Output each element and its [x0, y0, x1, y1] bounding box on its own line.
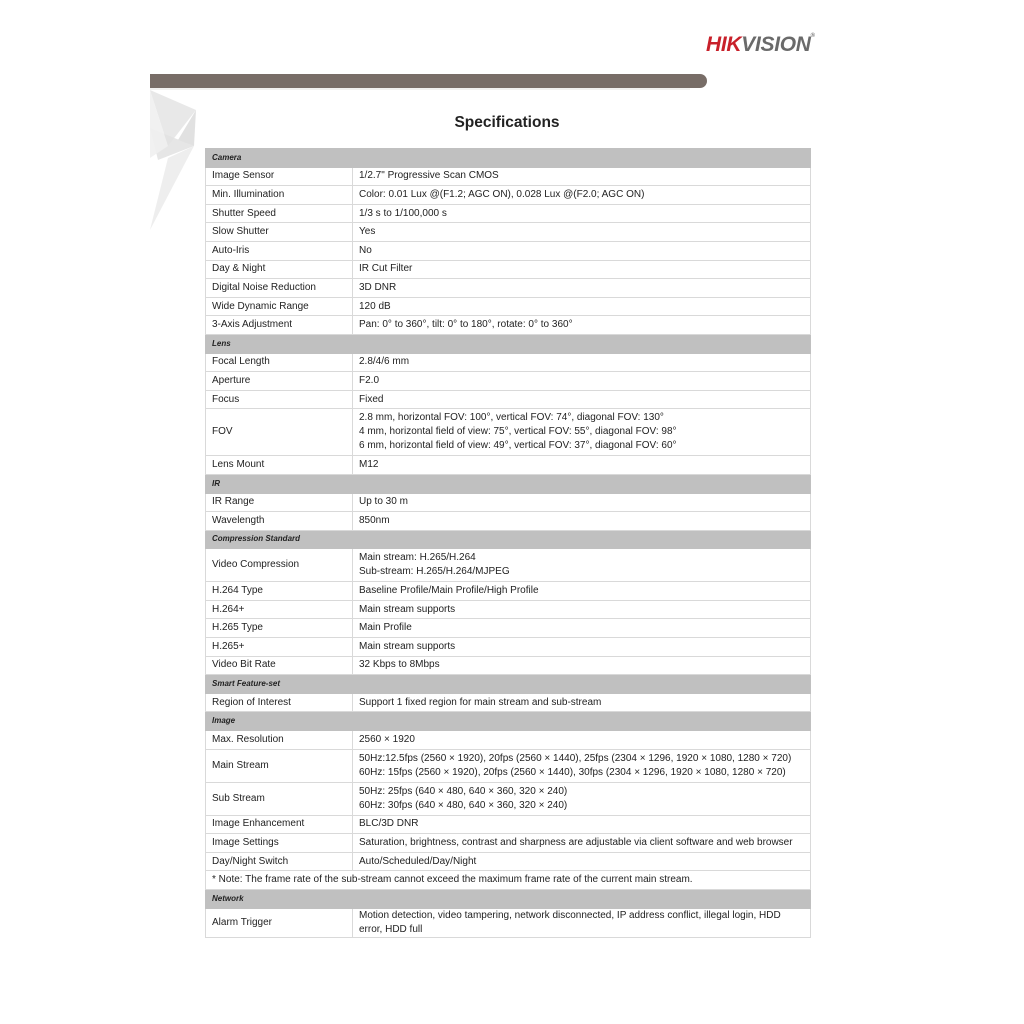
- spec-value-line: BLC/3D DNR: [359, 818, 419, 830]
- spec-value: [353, 493, 811, 512]
- spec-value-line: 60Hz: 15fps (2560 × 1920), 20fps (2560 × 1440), 30fps (2304 × 1296, 1920 × 1080, 1280 × 720): [359, 766, 786, 778]
- section-title: Lens: [206, 334, 811, 353]
- spec-value: [353, 549, 811, 582]
- spec-label: Focal Length: [206, 353, 353, 372]
- section-header-image: [206, 712, 811, 731]
- spec-label: Auto-Iris: [206, 241, 353, 260]
- spec-row-focal-length: [206, 353, 811, 372]
- spec-value-line: Saturation, brightness, contrast and sharpness are adjustable via client software and web browser: [359, 837, 793, 849]
- spec-value-line: Motion detection, video tampering, network disconnected, IP address conflict, illegal login, HDD error, HDD full: [359, 909, 781, 935]
- spec-label: FOV: [206, 409, 353, 456]
- spec-row-focus: [206, 390, 811, 409]
- spec-row-min-illumination: [206, 186, 811, 205]
- spec-row-h-265: [206, 638, 811, 657]
- spec-label: Image Settings: [206, 834, 353, 853]
- spec-value-line: 50Hz:12.5fps (2560 × 1920), 20fps (2560 × 1440), 25fps (2304 × 1296, 1920 × 1080, 1280 × 720): [359, 752, 792, 764]
- spec-value: [353, 582, 811, 601]
- spec-row-alarm-trigger: [206, 908, 811, 937]
- spec-label: Wide Dynamic Range: [206, 297, 353, 316]
- spec-row-3-axis-adjustment: [206, 316, 811, 335]
- decorative-triangles: [148, 88, 208, 233]
- spec-label: Aperture: [206, 372, 353, 391]
- spec-row-image-enhancement: [206, 815, 811, 834]
- spec-label: Day & Night: [206, 260, 353, 279]
- spec-value-line: Baseline Profile/Main Profile/High Profile: [359, 585, 539, 597]
- spec-value-line: 2.8/4/6 mm: [359, 356, 410, 368]
- spec-value: [353, 167, 811, 186]
- spec-label: Day/Night Switch: [206, 852, 353, 871]
- spec-value-line: Sub-stream: H.265/H.264/MJPEG: [359, 566, 510, 578]
- spec-value-line: 120 dB: [359, 300, 391, 312]
- spec-value-line: Pan: 0° to 360°, tilt: 0° to 180°, rotate: 0° to 360°: [359, 319, 573, 331]
- spec-value-line: Up to 30 m: [359, 496, 408, 508]
- spec-value: [353, 409, 811, 456]
- spec-value-line: M12: [359, 459, 379, 471]
- spec-value: [353, 619, 811, 638]
- spec-row-max-resolution: [206, 731, 811, 750]
- spec-value: [353, 512, 811, 531]
- spec-value-line: 32 Kbps to 8Mbps: [359, 659, 440, 671]
- spec-value: [353, 316, 811, 335]
- section-header-smart-feature-set: [206, 675, 811, 694]
- spec-value: [353, 852, 811, 871]
- spec-label: Shutter Speed: [206, 204, 353, 223]
- spec-row-h-264-type: [206, 582, 811, 601]
- spec-value: [353, 834, 811, 853]
- spec-label: Min. Illumination: [206, 186, 353, 205]
- spec-value-line: 60Hz: 30fps (640 × 480, 640 × 360, 320 × 240): [359, 799, 568, 811]
- spec-row-wavelength: [206, 512, 811, 531]
- page-title: Specifications: [454, 114, 560, 131]
- section-header-camera: [206, 149, 811, 168]
- spec-row-image-settings: [206, 834, 811, 853]
- spec-row-h-264: [206, 600, 811, 619]
- spec-row-aperture: [206, 372, 811, 391]
- spec-value: [353, 186, 811, 205]
- spec-label: Sub Stream: [206, 782, 353, 815]
- spec-row-lens-mount: [206, 456, 811, 475]
- spec-value-line: Support 1 fixed region for main stream and sub-stream: [359, 696, 602, 708]
- deco-shard-4: [150, 146, 194, 230]
- section-title: Compression Standard: [206, 530, 811, 549]
- spec-row-sub-stream: [206, 782, 811, 815]
- spec-row-digital-noise-reduction: [206, 279, 811, 298]
- logo-part-gray: VISION: [741, 33, 811, 56]
- spec-value: [353, 731, 811, 750]
- spec-label: Video Compression: [206, 549, 353, 582]
- spec-label: Slow Shutter: [206, 223, 353, 242]
- spec-value-line: 1/3 s to 1/100,000 s: [359, 207, 447, 219]
- spec-value: [353, 223, 811, 242]
- note-row: [206, 871, 811, 890]
- registered-mark: ®: [810, 33, 815, 39]
- spec-value-line: 4 mm, horizontal field of view: 75°, vertical FOV: 55°, diagonal FOV: 98°: [359, 426, 677, 438]
- spec-label: Digital Noise Reduction: [206, 279, 353, 298]
- spec-value: [353, 390, 811, 409]
- spec-label: Region of Interest: [206, 693, 353, 712]
- spec-value-line: 3D DNR: [359, 281, 397, 293]
- spec-table: [205, 148, 811, 938]
- spec-label: Video Bit Rate: [206, 656, 353, 675]
- spec-value: [353, 456, 811, 475]
- logo-part-red: HIK: [706, 33, 742, 56]
- spec-label: H.265 Type: [206, 619, 353, 638]
- spec-label: Image Sensor: [206, 167, 353, 186]
- spec-value-line: No: [359, 244, 372, 256]
- spec-row-ir-range: [206, 493, 811, 512]
- spec-row-wide-dynamic-range: [206, 297, 811, 316]
- section-header-compression-standard: [206, 530, 811, 549]
- spec-value-line: 6 mm, horizontal field of view: 49°, vertical FOV: 37°, diagonal FOV: 60°: [359, 440, 677, 452]
- section-title: Camera: [206, 149, 811, 168]
- spec-label: Image Enhancement: [206, 815, 353, 834]
- spec-value: [353, 241, 811, 260]
- spec-value-line: IR Cut Filter: [359, 263, 413, 275]
- spec-row-fov: [206, 409, 811, 456]
- spec-value: [353, 749, 811, 782]
- spec-value-line: 50Hz: 25fps (640 × 480, 640 × 360, 320 × 240): [359, 785, 568, 797]
- spec-value: [353, 693, 811, 712]
- spec-value: [353, 656, 811, 675]
- spec-value-line: 2560 × 1920: [359, 733, 415, 745]
- spec-row-video-bit-rate: [206, 656, 811, 675]
- spec-value: [353, 372, 811, 391]
- note-text: * Note: The frame rate of the sub-stream cannot exceed the maximum frame rate of the current main stream.: [206, 871, 811, 890]
- spec-value: [353, 353, 811, 372]
- spec-value: [353, 815, 811, 834]
- spec-table-body: [206, 149, 811, 938]
- spec-value-line: Main Profile: [359, 622, 412, 634]
- spec-row-auto-iris: [206, 241, 811, 260]
- spec-label: H.264 Type: [206, 582, 353, 601]
- section-header-ir: [206, 474, 811, 493]
- spec-label: Main Stream: [206, 749, 353, 782]
- spec-value-line: 2.8 mm, horizontal FOV: 100°, vertical FOV: 74°, diagonal FOV: 130°: [359, 412, 664, 424]
- spec-value-line: Yes: [359, 226, 376, 238]
- hikvision-logo: [706, 33, 815, 57]
- spec-label: 3-Axis Adjustment: [206, 316, 353, 335]
- spec-value-line: Auto/Scheduled/Day/Night: [359, 855, 477, 867]
- spec-label: Focus: [206, 390, 353, 409]
- spec-row-shutter-speed: [206, 204, 811, 223]
- spec-value: [353, 204, 811, 223]
- spec-value-line: F2.0: [359, 374, 380, 386]
- spec-row-slow-shutter: [206, 223, 811, 242]
- header-bar: [150, 74, 707, 88]
- section-header-network: [206, 890, 811, 909]
- spec-value-line: Color: 0.01 Lux @(F1.2; AGC ON), 0.028 Lux @(F2.0; AGC ON): [359, 188, 645, 200]
- spec-row-day-night: [206, 260, 811, 279]
- section-title: Network: [206, 890, 811, 909]
- spec-label: Wavelength: [206, 512, 353, 531]
- spec-value: [353, 260, 811, 279]
- spec-value: [353, 297, 811, 316]
- spec-value: [353, 279, 811, 298]
- spec-row-image-sensor: [206, 167, 811, 186]
- spec-label: Lens Mount: [206, 456, 353, 475]
- spec-label: H.264+: [206, 600, 353, 619]
- section-title: IR: [206, 474, 811, 493]
- section-header-lens: [206, 334, 811, 353]
- spec-value-line: Main stream supports: [359, 603, 456, 615]
- spec-label: Alarm Trigger: [206, 908, 353, 937]
- section-title: Smart Feature-set: [206, 675, 811, 694]
- spec-label: IR Range: [206, 493, 353, 512]
- spec-value-line: 850nm: [359, 514, 390, 526]
- spec-value-line: Fixed: [359, 393, 384, 405]
- spec-value: [353, 638, 811, 657]
- spec-value-line: 1/2.7" Progressive Scan CMOS: [359, 170, 499, 182]
- spec-row-video-compression: [206, 549, 811, 582]
- spec-row-h-265-type: [206, 619, 811, 638]
- spec-value: [353, 782, 811, 815]
- spec-value-line: Main stream supports: [359, 640, 456, 652]
- spec-row-region-of-interest: [206, 693, 811, 712]
- spec-value: [353, 908, 811, 937]
- spec-value-line: Main stream: H.265/H.264: [359, 552, 476, 564]
- spec-row-main-stream: [206, 749, 811, 782]
- spec-label: H.265+: [206, 638, 353, 657]
- spec-label: Max. Resolution: [206, 731, 353, 750]
- section-title: Image: [206, 712, 811, 731]
- header-bar-shadow: [150, 88, 690, 90]
- spec-row-day-night-switch: [206, 852, 811, 871]
- spec-value: [353, 600, 811, 619]
